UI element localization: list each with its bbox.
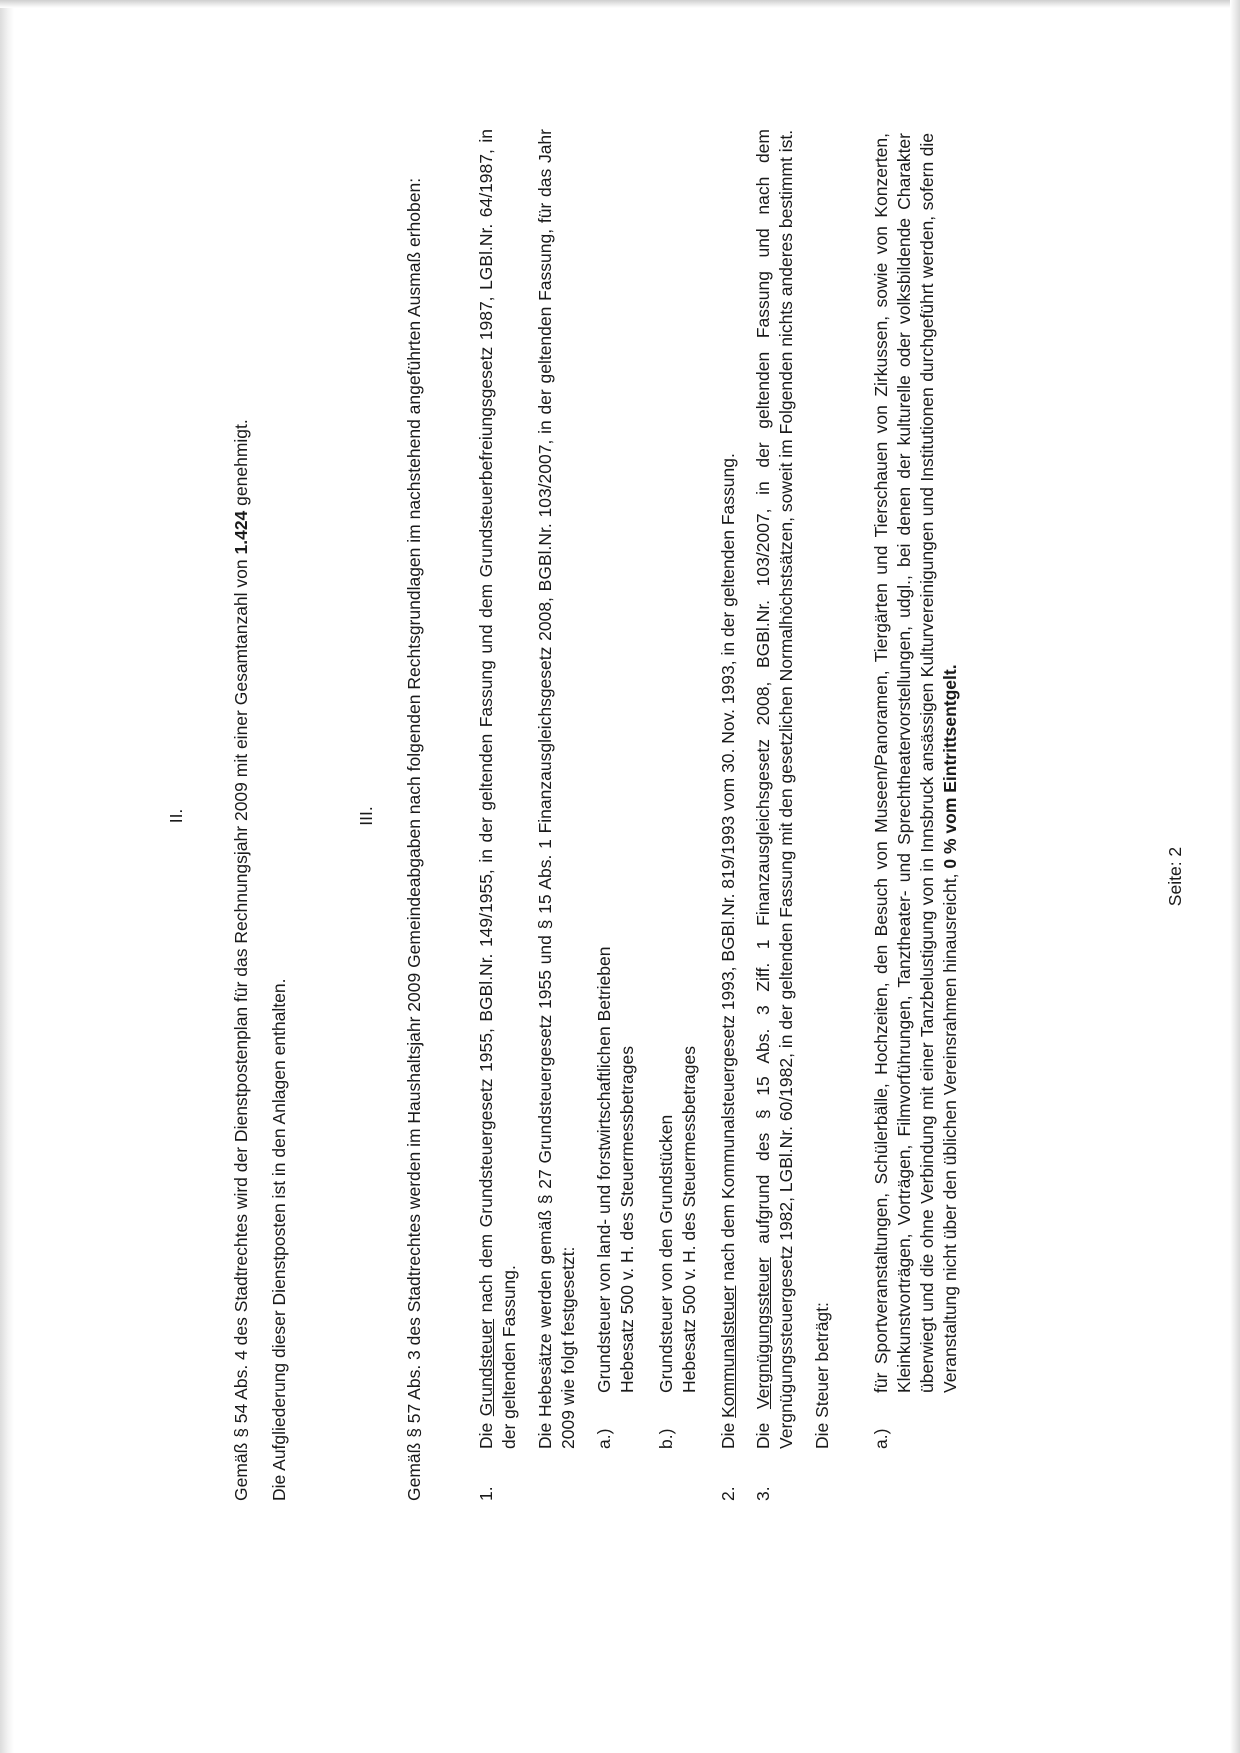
item2-post: nach dem Kommunalsteuergesetz 1993, BGBl.Nr. 819/1993 vom 30. Nov. 1993, in der geltenden Fassung. [718, 453, 738, 1286]
item1-pre: Die [476, 1416, 496, 1449]
subitem-label: b.) [656, 1428, 676, 1449]
list-item-body [475, 129, 580, 1449]
section-ii-heading: II. [166, 808, 186, 824]
subitem-1a-line2: Hebesatz 500 v. H. des Steuermessbetrages [617, 1046, 637, 1393]
subitem-label: a.) [594, 1428, 614, 1449]
list-item-number: 2. [718, 1486, 738, 1501]
list-item-body [752, 129, 834, 1449]
page-number: 2 [1165, 846, 1185, 857]
item2-pre: Die [718, 1417, 738, 1449]
section-ii-line1-pre: Gemäß § 54 Abs. 4 des Stadtrechtes wird der Dienstpostenplan für das Rechnungsjahr 2009 mit einer Gesamtanzahl von [231, 554, 251, 1501]
page-label: Seite: [1165, 861, 1185, 907]
item3-rate-intro: Die Steuer beträgt: [812, 1302, 832, 1449]
item1-term-grundsteuer: Grundsteuer [476, 1318, 496, 1417]
subitem-body [655, 133, 701, 1393]
subitem-body [593, 133, 639, 1393]
subitem-1b-line1: Grundsteuer von den Grundstücken [656, 1114, 676, 1393]
item2-term-kommunalsteuer: Kommunalsteuer [718, 1285, 738, 1418]
subitem-body [870, 133, 962, 1393]
item3-pre: Die [753, 1409, 773, 1449]
item3-term-vergnuegungssteuer: Vergnügungssteuer [753, 1257, 773, 1410]
list-item-number: 3. [753, 1486, 773, 1501]
list-item-body [717, 129, 740, 1449]
subitem-3a-text: für Sportveranstaltungen, Schülerbälle, Hochzeiten, den Besuch von Museen/Panoramen, Tiergärten und Tierschauen von Zirkussen, sowie von Konzerten, Kleinkunstvorträgen, Vorträgen, Filmvorführungen, Tanztheater- und Sprechtheatervorstellungen, udgl., bei denen der kulturelle oder volksbildende Charakter überwiegt und die ohne Verbindung mit einer Tanzbelustigung von in Innsbruck ansässigen Kulturvereinigungen und Institutionen durchgeführt werden, sofern die Veranstaltung nicht über den üblichen Vereinsrahmen hinausreicht, [871, 133, 960, 1393]
section-ii-line1 [230, 131, 253, 1501]
subitem-3a-end: . [940, 664, 960, 670]
subitem-1a-line1: Grundsteuer von land- und forstwirtschaftlichen Betrieben [594, 946, 614, 1393]
subitem-1b-line2: Hebesatz 500 v. H. des Steuermessbetrages [679, 1046, 699, 1393]
section-ii-total-count: 1.424 [231, 510, 251, 555]
section-iii-heading: III. [356, 806, 376, 826]
subitem-label: a.) [871, 1428, 891, 1449]
list-item-number: 1. [476, 1486, 496, 1501]
section-ii-line1-post: genehmigt. [231, 419, 251, 511]
page-footer [1165, 0, 1186, 1753]
section-iii-intro-text: Gemäß § 57 Abs. 3 des Stadtrechtes werden im Haushaltsjahr 2009 Gemeindeabgaben nach folgenden Rechtsgrundlagen im nachstehend angeführten Ausmaß erhoben: [404, 177, 424, 1501]
subitem-3a-rate: 0 % vom Eintrittsentgelt [940, 669, 960, 869]
section-iii-intro [403, 141, 426, 1501]
item1-hebesaetze: Die Hebesätze werden gemäß § 27 Grundsteuergesetz 1955 und § 15 Abs. 1 Finanzausgleichsgesetz 2008, BGBl.Nr. 103/2007, in der geltenden Fassung, für das Jahr 2009 wie folgt festgesetzt: [535, 129, 578, 1449]
section-ii-text [230, 131, 291, 1501]
section-ii-line2: Die Aufgliederung dieser Dienstposten ist in den Anlagen enthalten. [269, 978, 289, 1501]
item1-post: nach dem Grundsteuergesetz 1955, BGBl.Nr. 149/1955, in der geltenden Fassung und dem Grundsteuerbefreiungsgesetz 1987, LGBl.Nr. 64/1987, in der geltenden Fassung. [476, 129, 519, 1449]
item3-post: aufgrund des § 15 Abs. 3 Ziff. 1 Finanzausgleichsgesetz 2008, BGBl.Nr. 103/2007, in der geltenden Fassung und nach dem Vergnügungssteuergesetz 1982, LGBl.Nr. 60/1982, in der geltenden Fassung mit den gesetzlichen Normalhöchstsätzen, soweit im Folgenden nichts anderes bestimmt ist. [753, 129, 796, 1449]
